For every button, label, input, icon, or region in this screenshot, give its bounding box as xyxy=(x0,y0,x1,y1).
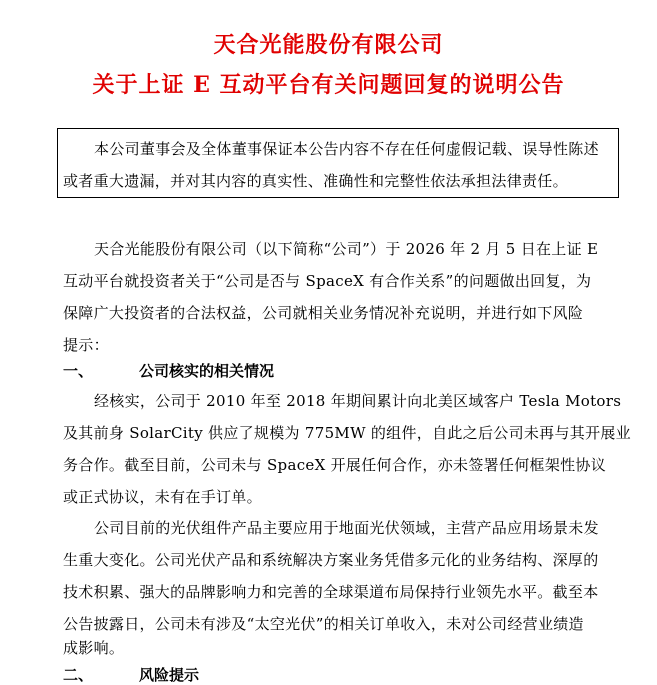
company-name: 天合光能股份有限公司 xyxy=(213,32,444,58)
notice-line-2: 或者重大遗漏，并对其内容的真实性、准确性和完整性依法承担法律责任。 xyxy=(63,172,568,190)
section-1-para-2-line-2: 生重大变化。公司光伏产品和系统解决方案业务凭借多元化的业务结构、深厚的 xyxy=(63,551,599,569)
intro-line-4: 提示： xyxy=(63,336,109,354)
section-1-title: 公司核实的相关情况 xyxy=(139,362,275,380)
section-1-para-2-line-5: 成影响。 xyxy=(63,639,125,657)
section-1-para-2-line-1: 公司目前的光伏组件产品主要应用于地面光伏领域，主营产品应用场景未发 xyxy=(94,519,599,537)
intro-line-1: 天合光能股份有限公司（以下简称“公司”）于 2026 年 2 月 5 日在上证 E xyxy=(94,240,599,258)
section-1-number: 一、 xyxy=(63,362,94,380)
announcement-title: 关于上证 E 互动平台有关问题回复的说明公告 xyxy=(92,72,565,98)
section-1-para-2-line-3: 技术积累、强大的品牌影响力和完善的全球渠道布局保持行业领先水平。截至本 xyxy=(63,583,599,601)
section-1-para-2-line-4: 公告披露日，公司未有涉及“太空光伏”的相关订单收入，未对公司经营业绩造 xyxy=(63,615,584,633)
section-2-title: 风险提示 xyxy=(139,666,200,684)
notice-line-1: 本公司董事会及全体董事保证本公告内容不存在任何虚假记载、误导性陈述 xyxy=(94,140,599,158)
section-1-para-1-line-4: 或正式协议，未有在手订单。 xyxy=(63,488,262,506)
intro-line-3: 保障广大投资者的合法权益，公司就相关业务情况补充说明，并进行如下风险 xyxy=(63,304,584,322)
intro-line-2: 互动平台就投资者关于“公司是否与 SpaceX 有合作关系”的问题做出回复，为 xyxy=(63,272,592,290)
section-1-para-1-line-3: 务合作。截至目前，公司未与 SpaceX 开展任何合作，亦未签署任何框架性协议 xyxy=(63,456,607,474)
section-1-para-1-line-2: 及其前身 SolarCity 供应了规模为 775MW 的组件，自此之后公司未再与其开展业 xyxy=(63,424,631,442)
section-1-para-1-line-1: 经核实，公司于 2010 年至 2018 年期间累计向北美区域客户 Tesla Motors xyxy=(94,392,622,410)
section-2-number: 二、 xyxy=(63,666,94,684)
section-1-heading xyxy=(63,360,274,381)
